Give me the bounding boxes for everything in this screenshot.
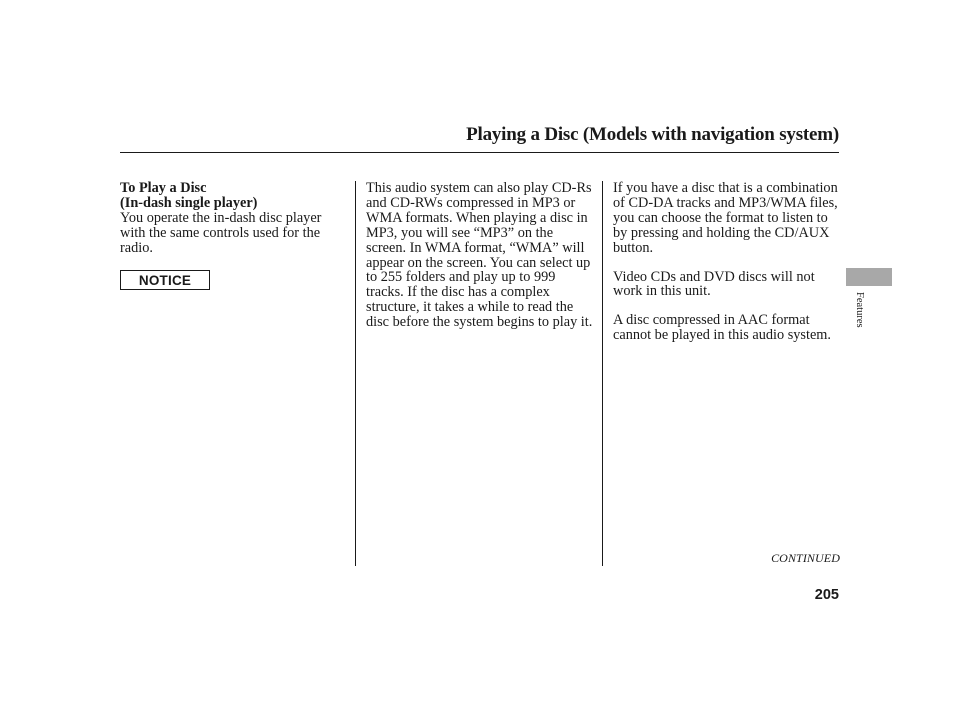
paragraph: A disc compressed in AAC format cannot be played in this audio system. bbox=[613, 312, 831, 344]
paragraph: If you have a disc that is a combination of CD-DA tracks and MP3/WMA files, you can choose the format to listen to by pressing and holding the CD/AUX button. bbox=[613, 180, 838, 256]
paragraph: You operate the in-dash disc player with the same controls used for the radio. bbox=[120, 209, 322, 256]
section-tab-marker bbox=[846, 268, 892, 286]
notice-badge: NOTICE bbox=[120, 270, 210, 290]
section-heading: To Play a Disc bbox=[120, 180, 207, 196]
page-number: 205 bbox=[814, 587, 839, 603]
page-title: Playing a Disc (Models with navigation system) bbox=[466, 124, 839, 145]
column-2 bbox=[366, 181, 594, 344]
continued-label: CONTINUED bbox=[771, 551, 840, 565]
column-3 bbox=[613, 181, 843, 357]
section-subheading: (In-dash single player) bbox=[120, 194, 258, 211]
column-divider bbox=[355, 181, 356, 566]
paragraph: This audio system can also play CD-Rs and CD-RWs compressed in MP3 or WMA formats. When playing a disc in MP3, you will see “MP3” on the screen. In WMA format, “WMA” will appear on the screen. You can select up to 255 folders and play up to 999 tracks. If the disc has a complex structure, it takes a while to read the disc before the system begins to play it. bbox=[366, 180, 593, 331]
column-1 bbox=[120, 181, 342, 270]
section-tab-label: Features bbox=[854, 292, 865, 328]
paragraph: Video CDs and DVD discs will not work in this unit. bbox=[613, 268, 815, 300]
column-divider bbox=[602, 181, 603, 566]
title-rule bbox=[120, 152, 839, 153]
